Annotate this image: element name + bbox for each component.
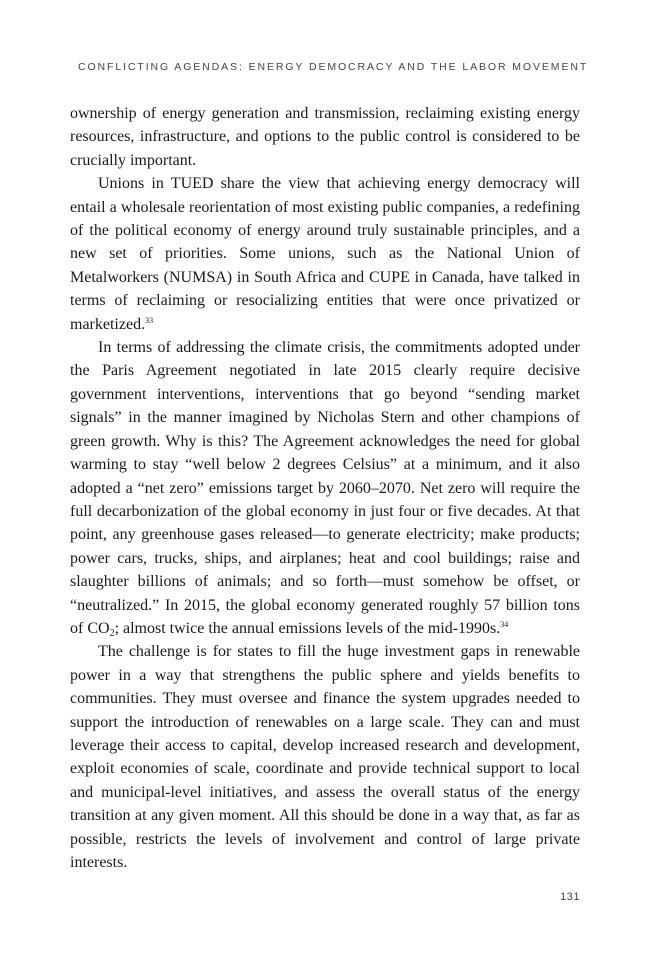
paragraph-text: In terms of addressing the climate crisis, the commitments adopted under the Paris Agreement negotiated in late 2015 clearly require decisive government interventions, interventions that go beyond “sending market signals” in the manner imagined by Nicholas Stern and other champions of green growth. Why is this? The Agreement acknowledges the need for global warming to stay “well below 2 degrees Celsius” at a minimum, and it also adopted a “net zero” emissions target by 2060–2070. Net zero will require the full decarbonization of the global economy in just four or five decades. At that point, any greenhouse gases released—to generate electricity; make products; power cars, trucks, ships, and airplanes; heat and cool buildings; raise and slaughter billions of animals; and so forth—must somehow be offset, or “neutralized.” In 2015, the global economy generated roughly 57 billion tons of CO — [70, 339, 580, 637]
co2-subscript: 2 — [109, 627, 115, 639]
paragraph-text: ; almost twice the annual emissions levels of the mid-1990s. — [114, 619, 501, 637]
running-head: CONFLICTING AGENDAS: ENERGY DEMOCRACY AND THE LABOR MOVEMENT — [78, 61, 589, 73]
paragraph-continued: ownership of energy generation and transmission, reclaiming existing energy resources, infrastructure, and options to the public control is considered to be crucially important. — [70, 105, 580, 169]
body-text — [70, 102, 580, 874]
paragraph-climate-crisis — [70, 336, 580, 640]
footnote-ref-33[interactable]: 33 — [145, 315, 154, 325]
page-number: 131 — [560, 891, 580, 903]
paragraph-text: Unions in TUED share the view that achieving energy democracy will entail a wholesale reorientation of most existing public companies, a redefining of the political economy of energy around truly sustainable principles, and a new set of priorities. Some unions, such as the National Union of Metalworkers (NUMSA) in South Africa and CUPE in Canada, have talked in terms of reclaiming or resocializing entities that were once privatized or marketized. — [70, 175, 580, 333]
paragraph-unions — [70, 172, 580, 336]
paragraph-challenge: The challenge is for states to fill the huge investment gaps in renewable power in a way that strengthens the public sphere and yields benefits to communities. They must oversee and finance the system upgrades needed to support the introduction of renewables on a large scale. They can and must leverage their access to capital, develop increased research and development, exploit economies of scale, coordinate and provide technical support to local and municipal-level initiatives, and assess the overall status of the energy transition at any given moment. All this should be done in a way that, as far as possible, restricts the levels of involvement and control of large private interests. — [70, 643, 580, 871]
footnote-ref-34[interactable]: 34 — [500, 619, 509, 629]
